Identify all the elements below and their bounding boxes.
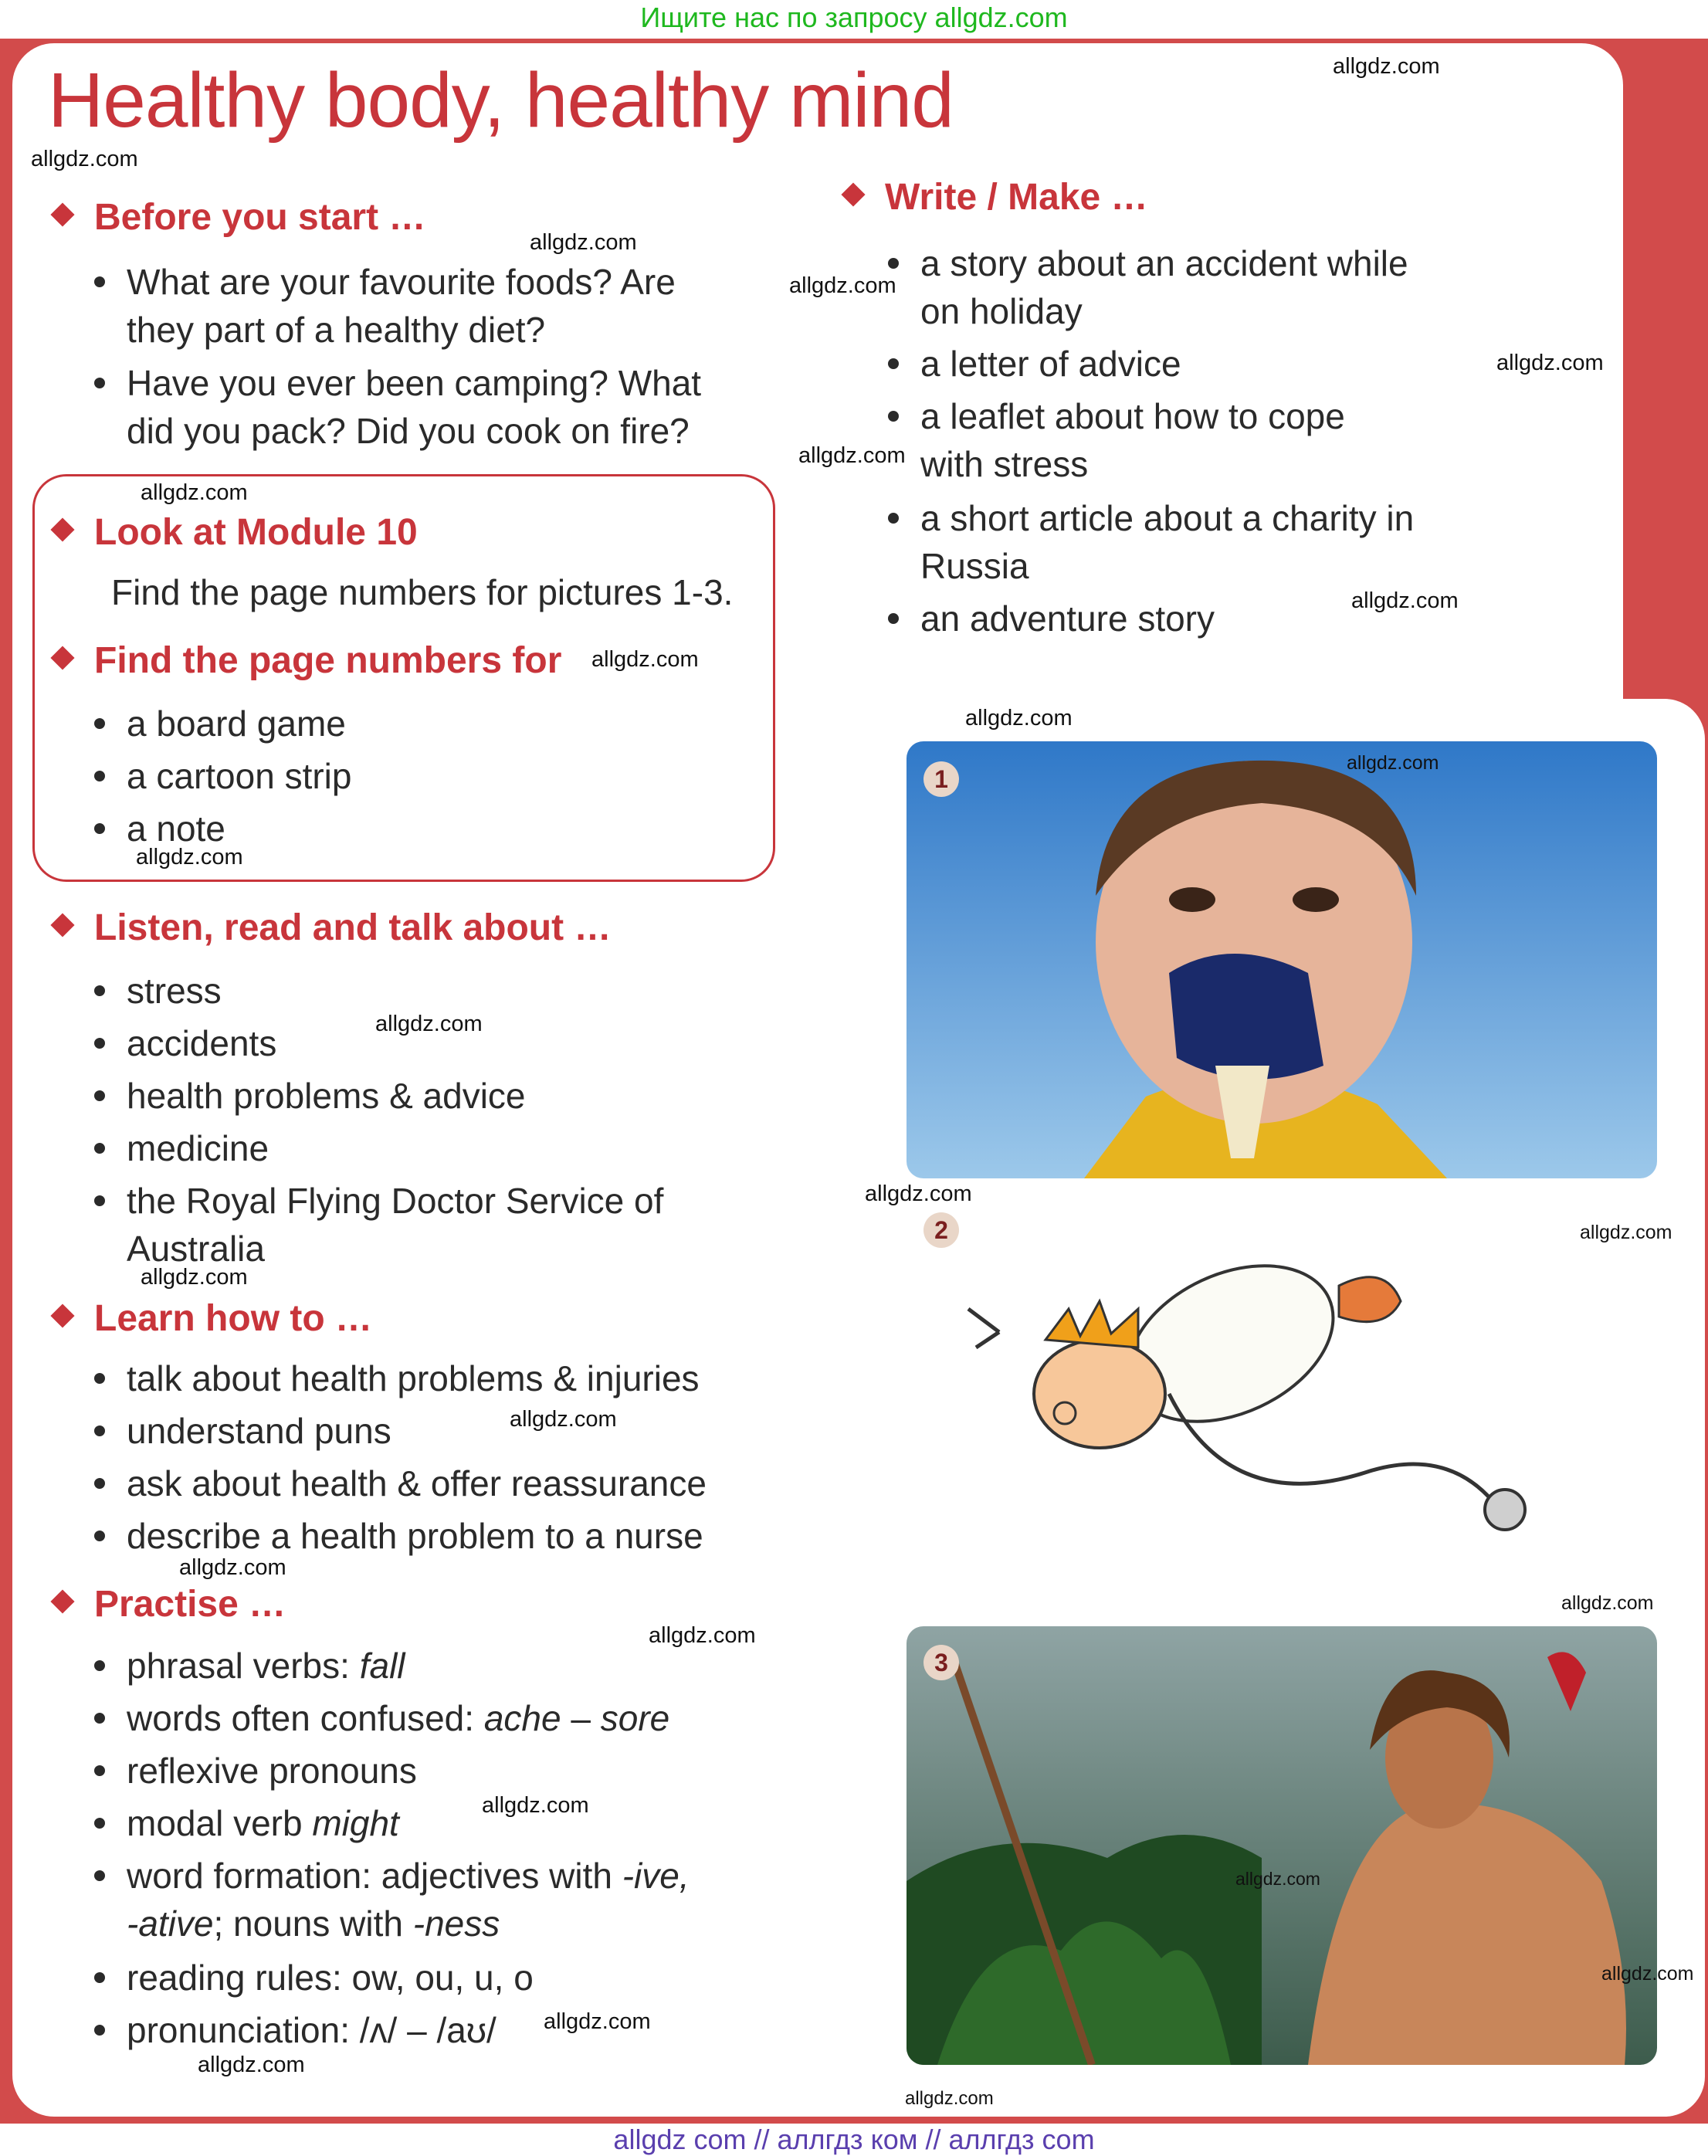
list-item-continuation: -ative; nouns with -ness <box>127 1903 500 1944</box>
picture-2 <box>907 1193 1657 1602</box>
watermark: allgdz.com <box>905 2088 994 2109</box>
watermark: allgdz.com <box>1333 54 1440 79</box>
watermark: allgdz.com <box>136 845 243 870</box>
bullet-icon <box>94 276 105 287</box>
list-item: a story about an accident while <box>888 239 1408 287</box>
bullet-icon <box>94 985 105 996</box>
bullet-icon <box>888 411 899 422</box>
watermark: allgdz.com <box>179 1555 286 1580</box>
watermark: allgdz.com <box>965 706 1073 731</box>
bullet-icon <box>94 1038 105 1049</box>
watermark: allgdz.com <box>591 647 699 672</box>
diamond-icon <box>50 646 74 670</box>
list-item: understand puns <box>94 1407 391 1455</box>
watermark: allgdz.com <box>865 1181 972 1206</box>
practise-heading: Practise … <box>54 1586 286 1623</box>
list-item-continuation: did you pack? Did you cook on fire? <box>127 411 690 451</box>
list-item-continuation: they part of a healthy diet? <box>127 310 546 350</box>
watermark: allgdz.com <box>31 147 138 171</box>
list-item: phrasal verbs: fall <box>94 1642 405 1690</box>
list-item: an adventure story <box>888 595 1215 642</box>
list-item: word formation: adjectives with -ive, <box>94 1852 690 1900</box>
picture-3 <box>907 1626 1657 2065</box>
bullet-icon <box>94 1531 105 1541</box>
list-item: accidents <box>94 1019 276 1067</box>
list-item-continuation: Australia <box>127 1229 265 1269</box>
page-title: Healthy body, healthy mind <box>48 57 954 144</box>
look-at-text: Find the page numbers for pictures 1-3. <box>111 572 734 612</box>
bullet-icon <box>94 1143 105 1154</box>
list-item: Have you ever been camping? What <box>94 359 701 407</box>
list-item: ask about health & offer reassurance <box>94 1459 707 1507</box>
watermark: allgdz.com <box>375 1012 483 1036</box>
diamond-icon <box>50 914 74 937</box>
list-item: a letter of advice <box>888 340 1181 388</box>
watermark: allgdz.com <box>544 2009 651 2034</box>
flying-doctor-illustration <box>907 1193 1657 1602</box>
watermark: allgdz.com <box>1235 1869 1320 1889</box>
bullet-icon <box>94 1195 105 1206</box>
list-item: a board game <box>94 700 346 747</box>
look-at-heading: Look at Module 10 <box>54 514 418 551</box>
find-pages-heading: Find the page numbers for <box>54 642 561 680</box>
bullet-icon <box>94 1478 105 1489</box>
bullet-icon <box>94 2025 105 2036</box>
list-item: modal verb might <box>94 1799 399 1847</box>
bullet-icon <box>888 258 899 269</box>
list-item-continuation: on holiday <box>920 291 1083 331</box>
bullet-icon <box>94 1870 105 1881</box>
list-item: health problems & advice <box>94 1072 526 1120</box>
boy-ice-cream-illustration <box>907 741 1657 1178</box>
learn-heading: Learn how to … <box>54 1300 372 1337</box>
watermark: allgdz.com <box>530 230 637 255</box>
bullet-icon <box>94 1765 105 1776</box>
diamond-icon <box>50 1590 74 1614</box>
list-item: What are your favourite foods? Are <box>94 258 676 306</box>
list-item: a note <box>94 805 225 853</box>
list-item: talk about health problems & injuries <box>94 1354 700 1402</box>
diamond-icon <box>50 518 74 542</box>
watermark: allgdz.com <box>1601 1963 1694 1985</box>
write-heading: Write / Make … <box>845 179 1148 216</box>
list-item-continuation: Russia <box>920 546 1029 586</box>
bullet-icon <box>94 1818 105 1829</box>
bullet-icon <box>94 718 105 729</box>
watermark: allgdz.com <box>198 2053 305 2077</box>
bullet-icon <box>94 1713 105 1724</box>
list-item-continuation: with stress <box>920 444 1089 484</box>
bullet-icon <box>94 1373 105 1384</box>
watermark: allgdz.com <box>482 1793 589 1818</box>
list-item: a cartoon strip <box>94 752 351 800</box>
watermark: allgdz.com <box>141 480 248 505</box>
bullet-icon <box>94 1090 105 1101</box>
watermark: allgdz.com <box>510 1407 617 1432</box>
top-banner: Ищите нас по запросу allgdz.com <box>0 0 1708 39</box>
list-item: the Royal Flying Doctor Service of <box>94 1177 663 1225</box>
watermark: allgdz.com <box>1580 1222 1672 1243</box>
list-item: words often confused: ache – sore <box>94 1694 669 1742</box>
watermark: allgdz.com <box>1561 1592 1654 1614</box>
watermark: allgdz.com <box>141 1265 248 1290</box>
bullet-icon <box>94 1660 105 1671</box>
picture-number: 1 <box>923 761 959 797</box>
bullet-icon <box>94 1972 105 1983</box>
list-item: reflexive pronouns <box>94 1747 417 1795</box>
list-item: reading rules: ow, ou, u, o <box>94 1954 534 2002</box>
watermark: allgdz.com <box>1351 588 1459 613</box>
bottom-banner: allgdz com // аллгдз ком // аллгдз com <box>0 2124 1708 2156</box>
before-start-heading: Before you start … <box>54 199 425 236</box>
watermark: allgdz.com <box>649 1623 756 1648</box>
bullet-icon <box>888 358 899 369</box>
listen-heading: Listen, read and talk about … <box>54 910 611 947</box>
bullet-icon <box>888 513 899 524</box>
bullet-icon <box>94 771 105 781</box>
bullet-icon <box>94 823 105 834</box>
bullet-icon <box>888 613 899 624</box>
list-item: a short article about a charity in <box>888 494 1414 542</box>
watermark: allgdz.com <box>798 443 906 468</box>
list-item: describe a health problem to a nurse <box>94 1512 703 1560</box>
watermark: allgdz.com <box>1496 351 1604 375</box>
picture-number: 3 <box>923 1645 959 1680</box>
watermark: allgdz.com <box>1347 752 1439 774</box>
picture-number: 2 <box>923 1212 959 1248</box>
diamond-icon <box>50 203 74 227</box>
list-item: pronunciation: /ʌ/ – /aʊ/ <box>94 2006 496 2054</box>
jungle-adventurer-illustration <box>907 1626 1657 2065</box>
bullet-icon <box>94 378 105 388</box>
bullet-icon <box>94 1425 105 1436</box>
diamond-icon <box>841 183 865 207</box>
list-item: stress <box>94 967 222 1015</box>
list-item: a leaflet about how to cope <box>888 392 1345 440</box>
picture-1 <box>907 741 1657 1178</box>
list-item: medicine <box>94 1124 269 1172</box>
watermark: allgdz.com <box>789 273 896 298</box>
diamond-icon <box>50 1304 74 1328</box>
